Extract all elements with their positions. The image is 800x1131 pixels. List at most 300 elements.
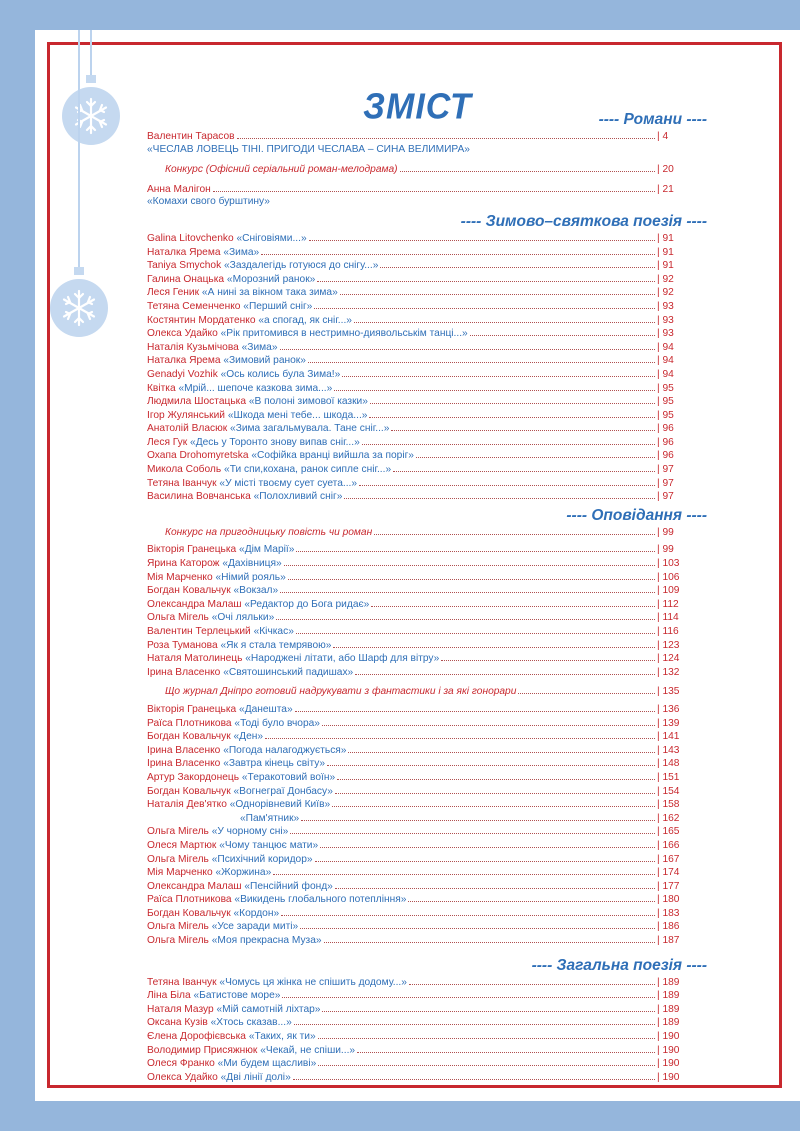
toc-entry[interactable] — [147, 1002, 707, 1016]
page-number: | 165 — [657, 826, 680, 838]
toc-entry[interactable] — [147, 542, 707, 556]
page-number: | 91 — [657, 260, 674, 272]
toc-entry[interactable] — [147, 381, 707, 395]
ornament-thread — [78, 30, 80, 270]
toc-entry[interactable] — [147, 421, 707, 435]
page-number: | 139 — [657, 717, 680, 729]
page-number: | 189 — [657, 976, 680, 988]
dot-leader — [280, 583, 655, 593]
entry-author: Людмила Шостацька — [147, 396, 246, 408]
toc-entry[interactable] — [147, 245, 707, 259]
entry-work-title: «Пам'ятник» — [240, 812, 300, 824]
page-number: | 143 — [657, 744, 680, 756]
entry-work-title: «ЧЕСЛАВ ЛОВЕЦЬ ТІНІ. ПРИГОДИ ЧЕСЛАВА – СИНА ВЕЛИМИРА» — [147, 143, 470, 155]
entry-author: Ігор Жулянський — [147, 409, 225, 421]
toc-entry[interactable] — [147, 597, 707, 611]
page-number: | 132 — [657, 666, 680, 678]
toc-entry[interactable] — [147, 1015, 707, 1029]
page-number: | 96 — [657, 423, 674, 435]
entry-author: Тетяна Семенченко — [147, 300, 241, 312]
page-number: | 190 — [657, 1071, 680, 1083]
dot-leader — [322, 1002, 655, 1012]
dot-leader — [408, 892, 655, 902]
dot-leader — [288, 570, 655, 580]
entry-author: Охапа Drohomyretska — [147, 450, 249, 462]
entry-work-title: «Ти спи,кохана, ранок сипле сніг...» — [224, 464, 392, 476]
entry-author: Анна Малігон — [147, 183, 211, 195]
toc-entry[interactable] — [147, 462, 707, 476]
toc-entry[interactable] — [147, 489, 707, 503]
page-number: | 91 — [657, 232, 674, 244]
toc-entry[interactable] — [147, 556, 707, 570]
entry-author: Genadyi Vozhik — [147, 368, 218, 380]
ornament-thread — [90, 30, 92, 78]
page-number: | 97 — [657, 477, 674, 489]
toc-entry[interactable] — [147, 394, 707, 408]
entry-work-title: «Чекай, не спіши...» — [260, 1044, 356, 1056]
toc-entry[interactable] — [147, 684, 707, 698]
dot-leader — [318, 1029, 655, 1039]
dot-leader — [309, 231, 655, 241]
toc-entry[interactable] — [147, 353, 707, 367]
entry-work-title: «Морозний ранок» — [226, 273, 316, 285]
entry-work-title: «Ден» — [233, 731, 264, 743]
toc-entry[interactable] — [147, 784, 707, 798]
snowflake-ornament-icon — [48, 267, 110, 347]
entry-author: Ольга Мігель — [147, 612, 209, 624]
entry-author: Анатолій Власюк — [147, 423, 228, 435]
dot-leader — [470, 326, 655, 336]
page-number: | 190 — [657, 1031, 680, 1043]
dot-leader — [301, 811, 655, 821]
entry-work-title: «Погода налагоджується» — [223, 744, 347, 756]
entry-work-title: «Зима» — [223, 246, 260, 258]
page-number: | 94 — [657, 368, 674, 380]
dot-leader — [518, 684, 655, 694]
page-number: | 189 — [657, 990, 680, 1002]
entry-author: Квітка — [147, 382, 176, 394]
toc-entry[interactable] — [147, 988, 707, 1002]
section-heading: ---- Зимово–святкова поезія ---- — [460, 212, 707, 230]
dot-leader — [337, 770, 655, 780]
page-number: | 94 — [657, 355, 674, 367]
toc-entry[interactable] — [147, 525, 707, 539]
entry-work-title: «Моя прекрасна Муза» — [211, 935, 322, 947]
entry-author: Ліна Біла — [147, 990, 191, 1002]
dot-leader — [409, 975, 655, 985]
entry-author: Валентин Терлецький — [147, 626, 251, 637]
entry-work-title: «Кічкас» — [253, 626, 294, 637]
dot-leader — [237, 129, 655, 139]
toc-entry[interactable] — [147, 1056, 707, 1070]
entry-author: Наталка Ярема — [147, 246, 221, 258]
dot-leader — [280, 340, 656, 350]
entry-author: Галина Онацька — [147, 273, 225, 285]
page-number: | 95 — [657, 396, 674, 408]
dot-leader — [391, 421, 655, 431]
dot-leader — [315, 852, 655, 862]
page-number: | 112 — [657, 598, 679, 610]
entry-author: Олеся Мартюк — [147, 839, 217, 851]
entry-author: Мія Марченко — [147, 571, 213, 583]
toc-entry[interactable] — [147, 476, 707, 490]
toc-entry[interactable] — [147, 638, 707, 652]
entry-work-title: «Зима загальмувала. Тане сніг...» — [230, 423, 390, 435]
entry-work-title: «Батистове море» — [193, 990, 281, 1002]
entry-work-title: «Полохливий сніг» — [253, 491, 343, 503]
page-number: | 92 — [657, 287, 674, 299]
toc-entry[interactable] — [147, 143, 707, 157]
entry-author: Ірина Власенко — [147, 744, 221, 756]
toc-entry[interactable] — [147, 231, 707, 245]
entry-work-title: «У чорному сні» — [211, 826, 289, 838]
page-number: | 95 — [657, 409, 674, 421]
page-number: | 180 — [657, 894, 680, 906]
entry-work-title: «Чомусь ця жінка не спішить додому...» — [219, 976, 407, 988]
page-number: | 141 — [657, 731, 680, 743]
entry-author: Олеся Франко — [147, 1058, 215, 1070]
dot-leader — [296, 542, 655, 552]
toc-entry[interactable] — [147, 195, 707, 209]
table-of-contents — [147, 111, 707, 1083]
dot-leader — [293, 1070, 655, 1080]
entry-work-title: «Мрій... шепоче казкова зима...» — [178, 382, 333, 394]
toc-entry[interactable] — [147, 756, 707, 770]
dot-leader — [327, 756, 655, 766]
dot-leader — [335, 879, 655, 889]
page-number: | 174 — [657, 867, 680, 879]
page-title: ЗМІСТ — [363, 87, 472, 127]
entry-work-title: «Дві лінії долі» — [220, 1071, 291, 1083]
dot-leader — [314, 299, 655, 309]
page-number: | 97 — [657, 464, 674, 476]
toc-entry[interactable] — [147, 272, 707, 286]
page-number: | 94 — [657, 341, 674, 353]
entry-author: Taniya Smychok — [147, 260, 222, 272]
entry-work-title: «Завтра кінець світу» — [223, 758, 326, 770]
entry-author: Олекса Удайко — [147, 1071, 218, 1083]
entry-work-title: «Святошинський падишах» — [223, 666, 354, 678]
dot-leader — [380, 258, 655, 268]
toc-entry[interactable] — [147, 326, 707, 340]
toc-entry[interactable] — [147, 975, 707, 989]
dot-leader — [213, 182, 655, 192]
entry-work-title: «Перший сніг» — [243, 300, 313, 312]
page-number: | 189 — [657, 1017, 680, 1029]
page-number: | 93 — [657, 328, 674, 340]
dot-leader — [374, 525, 655, 535]
toc-entry[interactable] — [147, 933, 707, 947]
entry-work-title: «Дім Марії» — [239, 544, 295, 556]
dot-leader — [344, 489, 655, 499]
entry-work-title: «Шкода мені тебе... шкода...» — [227, 409, 368, 421]
toc-entry[interactable] — [147, 879, 707, 893]
entry-author: Костянтин Мордатенко — [147, 314, 256, 326]
contest-title: Конкурс (Офісний серіальний роман-мелодрама) — [165, 164, 398, 176]
page-number: | 114 — [657, 612, 679, 624]
dot-leader — [333, 638, 655, 648]
entry-work-title: «А нині за вікном така зима» — [201, 287, 338, 299]
page-number: | 106 — [657, 571, 680, 583]
entry-author: Наталка Ярема — [147, 355, 221, 367]
entry-work-title: «Таких, як ти» — [248, 1031, 316, 1043]
page-number: | 136 — [657, 703, 680, 715]
entry-work-title: «Данешта» — [239, 703, 293, 715]
toc-entry[interactable] — [147, 770, 707, 784]
entry-author: Мія Марченко — [147, 867, 213, 879]
dot-leader — [416, 448, 655, 458]
dot-leader — [282, 988, 655, 998]
toc-entry[interactable] — [147, 258, 707, 272]
entry-author: Наталія Дев'ятко — [147, 799, 227, 811]
dot-leader — [369, 408, 655, 418]
toc-entry[interactable] — [147, 865, 707, 879]
dot-leader — [281, 906, 655, 916]
toc-entry[interactable] — [147, 824, 707, 838]
toc-entry[interactable] — [147, 892, 707, 906]
entry-author: Володимир Присяжнюк — [147, 1044, 258, 1056]
entry-work-title: «Заздалегідь готуюся до снігу...» — [224, 260, 379, 272]
toc-entry[interactable] — [147, 182, 707, 196]
toc-entry[interactable] — [147, 906, 707, 920]
dot-leader — [362, 435, 655, 445]
section-heading: ---- Романи ---- — [598, 111, 707, 128]
dot-leader — [332, 797, 655, 807]
entry-author: Ольга Мігель — [147, 921, 209, 933]
entry-author: Ольга Мігель — [147, 826, 209, 838]
entry-work-title: «Ось колись була Зима!» — [220, 368, 341, 380]
entry-work-title: «Чому танцює мати» — [219, 839, 319, 851]
contest-title: Що журнал Дніпро готовий надрукувати з фантастики і за які гонорари — [165, 686, 517, 698]
toc-entry[interactable] — [147, 1043, 707, 1057]
dot-leader — [318, 1056, 655, 1066]
dot-leader — [265, 729, 655, 739]
dot-leader — [340, 285, 655, 295]
entry-author: Ірина Власенко — [147, 666, 221, 678]
page-number: | 167 — [657, 853, 680, 865]
dot-leader — [276, 610, 655, 620]
page-number: | 96 — [657, 436, 674, 448]
entry-work-title: «Сніговіями...» — [236, 232, 307, 244]
page-number: | 177 — [657, 880, 680, 892]
dot-leader — [308, 353, 655, 363]
entry-work-title: «Зима» — [241, 341, 278, 353]
entry-work-title: «Дахівниця» — [222, 558, 282, 570]
entry-author: Богдан Ковальчук — [147, 585, 231, 597]
section-heading: ---- Оповідання ---- — [566, 506, 707, 524]
page-number: | 124 — [657, 653, 680, 665]
toc-entry[interactable] — [147, 624, 707, 638]
toc-entry[interactable] — [147, 583, 707, 597]
entry-work-title: «Ми будем щасливі» — [217, 1058, 317, 1070]
toc-entry[interactable] — [147, 367, 707, 381]
entry-author: Ольга Мігель — [147, 853, 209, 865]
page-number: | 123 — [657, 639, 680, 651]
entry-work-title: «Теракотовий воїн» — [241, 771, 336, 783]
page-number: | 116 — [657, 626, 679, 637]
entry-author: Богдан Ковальчук — [147, 907, 231, 919]
entry-work-title: «Зимовий ранок» — [223, 355, 306, 367]
entry-author: Василина Вовчанська — [147, 491, 251, 503]
dot-leader — [284, 556, 655, 566]
dot-leader — [322, 716, 655, 726]
entry-work-title: «Хтось сказав...» — [210, 1017, 292, 1029]
page-number: | 148 — [657, 758, 680, 770]
page-number: | 103 — [657, 558, 680, 570]
dot-leader — [400, 162, 655, 172]
dot-leader — [294, 1015, 655, 1025]
entry-author: Артур Закордонець — [147, 771, 240, 783]
entry-author: Леся Геник — [147, 287, 200, 299]
entry-work-title: «Німий рояль» — [215, 571, 286, 583]
entry-work-title: «Тоді було вчора» — [234, 717, 320, 729]
toc-entry[interactable] — [147, 1070, 707, 1084]
toc-entry[interactable] — [147, 702, 707, 716]
entry-author: Оксана Кузів — [147, 1017, 208, 1029]
entry-work-title: «В полоні зимової казки» — [248, 396, 368, 408]
toc-entry[interactable] — [147, 570, 707, 584]
toc-entry[interactable] — [147, 340, 707, 354]
toc-entry[interactable] — [147, 448, 707, 462]
entry-work-title: «а спогад, як сніг...» — [258, 314, 352, 326]
toc-entry[interactable] — [147, 299, 707, 313]
entry-author: Раїса Плотникова — [147, 894, 232, 906]
page-number: | 109 — [657, 585, 680, 597]
entry-author: Раїса Плотникова — [147, 717, 232, 729]
page-number: | 135 — [657, 686, 680, 698]
page-number: | 166 — [657, 839, 680, 851]
entry-work-title: «Вокзал» — [233, 585, 279, 597]
dot-leader — [295, 702, 655, 712]
entry-author: Тетяна Іванчук — [147, 477, 217, 489]
entry-author: Тетяна Іванчук — [147, 976, 217, 988]
entry-author: Ольга Мігель — [147, 935, 209, 947]
toc-entry[interactable] — [147, 435, 707, 449]
page-number: | 96 — [657, 450, 674, 462]
dot-leader — [355, 665, 655, 675]
toc-entry[interactable] — [147, 1029, 707, 1043]
toc-entry[interactable] — [147, 313, 707, 327]
entry-author: Олекса Удайко — [147, 328, 218, 340]
page-number: | 162 — [657, 812, 680, 824]
entry-work-title: «Жоржина» — [215, 867, 272, 879]
entry-author: Богдан Ковальчук — [147, 731, 231, 743]
entry-author: Олександра Малаш — [147, 880, 242, 892]
toc-entry[interactable] — [147, 665, 707, 679]
entry-author: Наталія Кузьмічова — [147, 341, 239, 353]
entry-author: Вікторія Гранецька — [147, 544, 237, 556]
toc-entry[interactable] — [147, 610, 707, 624]
toc-entry[interactable] — [147, 408, 707, 422]
entry-work-title: «Десь у Торонто знову випав сніг...» — [190, 436, 360, 448]
toc-entry[interactable] — [147, 729, 707, 743]
page-number: | 93 — [657, 314, 674, 326]
dot-leader — [371, 597, 655, 607]
toc-entry[interactable] — [147, 811, 707, 825]
entry-author: Леся Гук — [147, 436, 188, 448]
page-number: | 99 — [657, 526, 674, 538]
entry-author: Олександра Малаш — [147, 598, 242, 610]
entry-work-title: «Пенсійний фонд» — [244, 880, 333, 892]
dot-leader — [348, 743, 655, 753]
entry-author: Наталя Матолинець — [147, 653, 243, 665]
toc-entry[interactable] — [147, 838, 707, 852]
page-number: | 91 — [657, 246, 674, 258]
page-number: | 158 — [657, 799, 680, 811]
entry-author: Вікторія Гранецька — [147, 703, 237, 715]
entry-work-title: «Комахи свого бурштину» — [147, 196, 270, 208]
entry-work-title: «Мій самотній ліхтар» — [216, 1003, 321, 1015]
dot-leader — [370, 394, 655, 404]
dot-leader — [335, 784, 655, 794]
toc-entry[interactable] — [147, 162, 707, 176]
toc-entry[interactable] — [147, 919, 707, 933]
page-number: | 4 — [657, 131, 669, 142]
entry-author: Микола Соболь — [147, 464, 222, 476]
entry-author: Роза Туманова — [147, 639, 218, 651]
section-heading: ---- Загальна поезія ---- — [531, 956, 707, 974]
page-number: | 95 — [657, 382, 674, 394]
entry-work-title: «Народжені літати, або Шарф для вітру» — [245, 653, 440, 665]
dot-leader — [441, 651, 655, 661]
dot-leader — [273, 865, 655, 875]
dot-leader — [296, 624, 655, 634]
toc-entry[interactable] — [147, 651, 707, 665]
contest-title: Конкурс на пригодницьку повість чи роман — [165, 526, 373, 538]
entry-work-title: «Однорівневий Київ» — [229, 799, 331, 811]
entry-work-title: «Софійка вранці вийшла за поріг» — [251, 450, 414, 462]
dot-leader — [354, 313, 655, 323]
page-number: | 21 — [657, 183, 674, 195]
toc-entry[interactable] — [147, 285, 707, 299]
page-number: | 151 — [657, 771, 680, 783]
entry-author: Валентин Тарасов — [147, 131, 235, 142]
dot-leader — [359, 476, 655, 486]
entry-work-title: «Вогнеграї Донбасу» — [233, 785, 333, 797]
dot-leader — [320, 838, 655, 848]
dot-leader — [300, 919, 655, 929]
entry-work-title: «Викидень глобального потепління» — [234, 894, 407, 906]
entry-author: Galina Litovchenko — [147, 232, 234, 244]
page-number: | 97 — [657, 491, 674, 503]
dot-leader — [357, 1043, 655, 1053]
entry-work-title: «Як я стала темрявою» — [220, 639, 332, 651]
page-number: | 190 — [657, 1044, 680, 1056]
page-number: | 187 — [657, 935, 680, 947]
toc-entry[interactable] — [147, 797, 707, 811]
page-number: | 190 — [657, 1058, 680, 1070]
page-number: | 92 — [657, 273, 674, 285]
page-number: | 183 — [657, 907, 680, 919]
toc-entry[interactable] — [147, 716, 707, 730]
dot-leader — [261, 245, 655, 255]
page-number: | 20 — [657, 164, 674, 176]
entry-work-title: «Редактор до Бога ридає» — [244, 598, 370, 610]
entry-work-title: «Кордон» — [233, 907, 280, 919]
entry-author: Ірина Власенко — [147, 758, 221, 770]
toc-entry[interactable] — [147, 129, 707, 143]
page-number: | 189 — [657, 1003, 680, 1015]
dot-leader — [334, 381, 655, 391]
dot-leader — [393, 462, 655, 472]
toc-entry[interactable] — [147, 743, 707, 757]
entry-author: Богдан Ковальчук — [147, 785, 231, 797]
page-number: | 99 — [657, 544, 674, 556]
entry-work-title: «Усе заради миті» — [211, 921, 299, 933]
dot-leader — [290, 824, 655, 834]
toc-entry[interactable] — [147, 852, 707, 866]
page-number: | 186 — [657, 921, 680, 933]
